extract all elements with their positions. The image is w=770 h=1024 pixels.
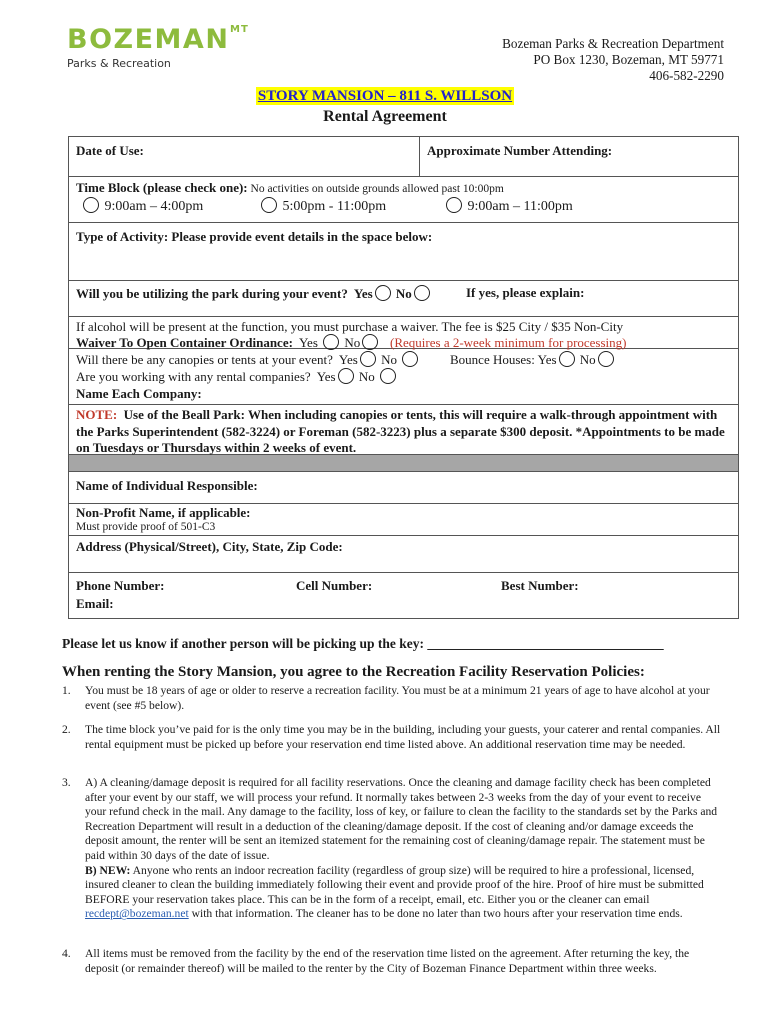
company-label: Name Each Company: xyxy=(76,386,202,401)
bozeman-logo xyxy=(67,24,249,70)
no-label: No xyxy=(344,335,361,350)
time-block-line xyxy=(76,180,504,196)
individual-label: Name of Individual Responsible: xyxy=(76,478,258,493)
policy-number: 1. xyxy=(62,684,71,697)
cell-label: Cell Number: xyxy=(296,578,373,593)
nonprofit-proof: Must provide proof of 501-C3 xyxy=(76,521,216,533)
yes-label: Yes xyxy=(338,352,358,367)
time-block-note: No activities on outside grounds allowed past 10:00pm xyxy=(247,183,504,195)
time-block-label: Time Block (please check one): xyxy=(76,180,248,195)
document-title-wrap xyxy=(0,87,770,105)
policies-heading: When renting the Story Mansion, you agree to the Recreation Facility Reservation Policies: xyxy=(62,664,645,680)
rental-line xyxy=(76,368,398,385)
radio-button[interactable] xyxy=(360,351,376,367)
nonprofit-label: Non-Profit Name, if applicable: xyxy=(76,505,251,520)
radio-button[interactable] xyxy=(323,334,339,350)
row-park-usage xyxy=(69,281,738,317)
radio-button[interactable] xyxy=(414,285,430,301)
department-name: Bozeman Parks & Recreation Department xyxy=(502,36,724,51)
attendance-label: Approximate Number Attending: xyxy=(427,143,613,158)
row-canopies xyxy=(69,349,738,405)
park-usage-line xyxy=(76,285,432,302)
time-option-label: 9:00am – 11:00pm xyxy=(467,199,573,214)
policy-number: 4. xyxy=(62,947,71,960)
activity-type-label: Type of Activity: Please provide event details in the space below: xyxy=(76,229,433,244)
time-option-label: 5:00pm - 11:00pm xyxy=(282,199,387,214)
canopies-line xyxy=(76,351,420,368)
policy-text-b1: Anyone who rents an indoor recreation facility (regardless of group size) will be required to hire a professional, licensed, insured cleaner to clean the building immediately following their event and provide proof of the hire. Proof of hire must be submitted BEFORE your reservation takes place. This can be in the form of a receipt, email, etc. Either you or the cleaner can email xyxy=(85,863,704,906)
department-address xyxy=(502,36,724,84)
no-label: No xyxy=(381,352,397,367)
radio-button[interactable] xyxy=(83,197,99,213)
time-option-1[interactable] xyxy=(81,197,203,215)
policy-item xyxy=(62,947,722,976)
policy-text: The time block you’ve paid for is the only time you may be in the building, including your guests, your caterer and rental companies. All rental equipment must be picked up before your reservation end time listed above. An additional reservation time may be needed. xyxy=(85,723,721,751)
department-po-box: PO Box 1230, Bozeman, MT 59771 xyxy=(533,52,724,67)
logo-wordmark: BOZEMAN xyxy=(67,24,230,55)
alcohol-line: If alcohol will be present at the function, you must purchase a waiver. The fee is $25 City / $35 Non-City xyxy=(76,319,624,334)
no-label: No xyxy=(579,352,596,367)
row-alcohol xyxy=(69,317,738,349)
no-label: No xyxy=(358,369,375,384)
row-activity-type xyxy=(69,223,738,281)
row-individual xyxy=(69,472,738,504)
time-option-label: 9:00am – 4:00pm xyxy=(104,199,204,214)
row-nonprofit xyxy=(69,504,738,536)
radio-button[interactable] xyxy=(375,285,391,301)
radio-button[interactable] xyxy=(338,368,354,384)
policy-text: You must be 18 years of age or older to reserve a recreation facility. You must be at a minimum 21 years of age to have alcohol at your event (see #5 below). xyxy=(85,684,710,712)
section-divider xyxy=(69,455,738,472)
bounce-label: Bounce Houses: Yes xyxy=(450,352,557,367)
policy-number: 2. xyxy=(62,723,71,736)
park-explain-label: If yes, please explain: xyxy=(466,285,585,300)
row-note xyxy=(69,405,738,455)
rental-question: Are you working with any rental companies? xyxy=(76,369,311,384)
document-subtitle: Rental Agreement xyxy=(323,108,447,125)
waiver-label: Waiver To Open Container Ordinance: xyxy=(76,335,293,350)
radio-button[interactable] xyxy=(598,351,614,367)
email-link[interactable]: recdept@bozeman.net xyxy=(85,907,189,921)
policy-text: All items must be removed from the facility by the end of the reservation time listed on the agreement. After returning the key, the deposit (or remainder thereof) will be mailed to the renter by the City of Bozeman Finance Department within three weeks. xyxy=(85,947,690,975)
radio-button[interactable] xyxy=(559,351,575,367)
policy-item xyxy=(62,723,722,752)
policy-number: 3. xyxy=(62,776,71,789)
policy-item xyxy=(62,776,722,922)
radio-button[interactable] xyxy=(446,197,462,213)
radio-button[interactable] xyxy=(402,351,418,367)
radio-button[interactable] xyxy=(362,334,378,350)
policy-text-b2: with that information. The cleaner has to be done no later than two hours after your reservation time ends. xyxy=(188,907,683,921)
policy-item xyxy=(62,684,722,713)
radio-button[interactable] xyxy=(261,197,277,213)
row-date-attendance xyxy=(69,137,738,177)
rental-form xyxy=(68,136,739,619)
yes-label: Yes xyxy=(298,335,318,350)
note-text: Use of the Beall Park: When including canopies or tents, this will require a walk-through appointment with the Parks Superintendent (582-3224) or Foreman (582-3223) plus a separate $300 deposit. *Appointments to be made on Tuesdays or Thursdays within 2 weeks of event. xyxy=(76,407,725,455)
waiver-note: (Requires a 2-week minimum for processing) xyxy=(390,335,627,350)
logo-subtitle: Parks & Recreation xyxy=(67,57,171,70)
no-label: No xyxy=(395,286,412,301)
time-option-2[interactable] xyxy=(259,197,386,215)
radio-button[interactable] xyxy=(380,368,396,384)
canopies-question: Will there be any canopies or tents at your event? xyxy=(76,352,333,367)
row-address xyxy=(69,536,738,573)
yes-label: Yes xyxy=(316,369,336,384)
date-of-use-label: Date of Use: xyxy=(76,143,144,158)
cell-divider xyxy=(419,137,420,176)
email-label: Email: xyxy=(76,596,114,611)
yes-label: Yes xyxy=(353,286,373,301)
bounce-line xyxy=(450,351,616,368)
row-phone-email xyxy=(69,573,738,618)
policy-text-a: A) A cleaning/damage deposit is required for all facility reservations. Once the cleaning and damage facility check has been completed after your event by our staff, we will process your refund. It normally takes between 2-3 weeks from the day of your event to receive your refund check in the mail. Any damage to the facility, loss of key, or failure to clean the facility to the standards set by the Parks and Recreation Department will result in a deduction of the cleaning/damage deposit. If the cost of cleaning and/or damage exceeds the deposit amount, the renter will be sent an itemized statement for the remaining cost of cleaning/damage repair. The statement must be paid within 30 days of the date of issue. xyxy=(85,776,718,862)
row-time-block xyxy=(69,177,738,223)
time-option-3[interactable] xyxy=(444,197,573,215)
department-phone: 406-582-2290 xyxy=(649,68,724,83)
policy-text-b xyxy=(85,864,722,922)
logo-state: MT xyxy=(230,24,249,35)
best-number-label: Best Number: xyxy=(501,578,579,593)
document-title: STORY MANSION – 811 S. WILLSON xyxy=(257,88,513,104)
policy-new-label: B) NEW: xyxy=(85,863,131,877)
policy-text xyxy=(85,776,722,922)
note-label: NOTE: xyxy=(76,407,118,422)
phone-label: Phone Number: xyxy=(76,578,165,593)
address-label: Address (Physical/Street), City, State, Zip Code: xyxy=(76,539,343,554)
park-question: Will you be utilizing the park during your event? xyxy=(76,286,348,301)
key-pickup-line: Please let us know if another person will be picking up the key: ___________________________________ xyxy=(62,636,664,651)
